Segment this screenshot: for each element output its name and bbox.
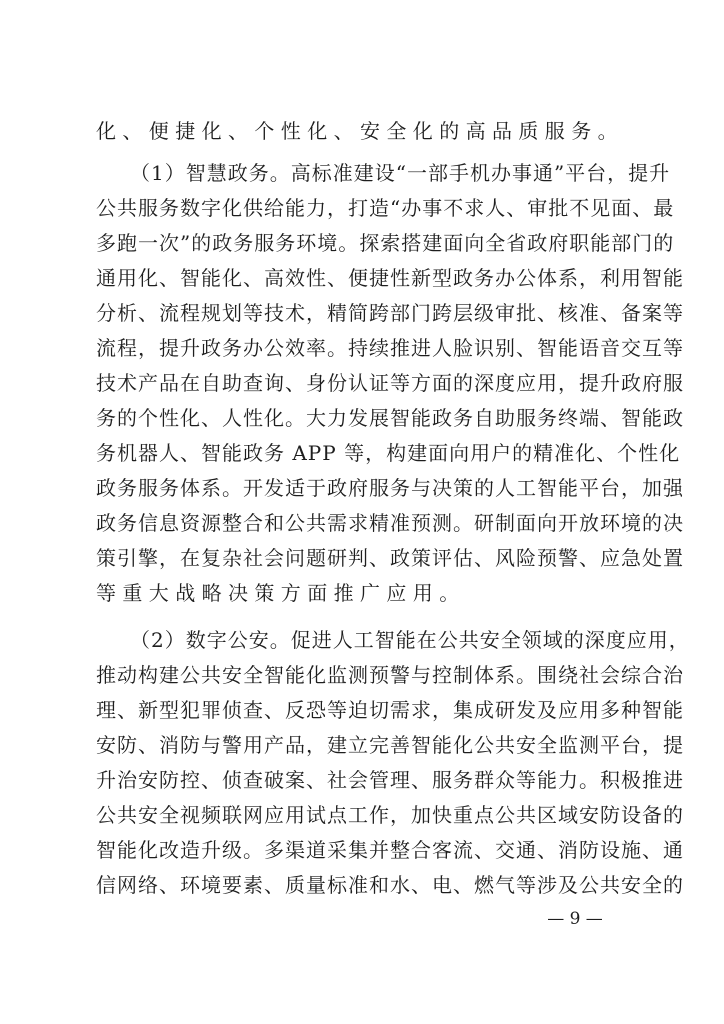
text-line: 多跑一次”的政务服务环境。探索搭建面向全省政府职能部门的 xyxy=(96,231,675,255)
text-line: 技术产品在自助查询、身份认证等方面的深度应用，提升政府服 xyxy=(96,371,684,395)
text-line: 分析、流程规划等技术，精简跨部门跨层级审批、核准、备案等 xyxy=(96,301,684,325)
text-line: 政务服务体系。开发适于政府服务与决策的人工智能平台，加强 xyxy=(96,476,684,500)
text-line: 务机器人、智能政务 APP 等，构建面向用户的精准化、个性化 xyxy=(96,441,681,465)
text-line: 通用化、智能化、高效性、便捷性新型政务办公体系，利用智能 xyxy=(96,266,684,290)
text-line: （1）智慧政务。高标准建设“一部手机办事通”平台，提升 xyxy=(130,161,671,185)
text-line: （2）数字公安。促进人工智能在公共安全领域的深度应用， xyxy=(130,628,690,652)
text-line: 理、新型犯罪侦查、反恐等迫切需求，集成研发及应用多种智能 xyxy=(96,698,684,722)
text-line: 务的个性化、人性化。大力发展智能政务自助服务终端、智能政 xyxy=(96,406,684,430)
text-line: 等重大战略决策方面推广应用。 xyxy=(96,581,466,605)
text-line: 智能化改造升级。多渠道采集并整合客流、交通、消防设施、通 xyxy=(96,838,684,862)
lead-line: 化、便捷化、个性化、安全化的高品质服务。 xyxy=(96,119,624,143)
text-line: 推动构建公共安全智能化监测预警与控制体系。围绕社会综合治 xyxy=(96,663,684,687)
page-number: — 9 — xyxy=(547,909,603,929)
text-line: 公共安全视频联网应用试点工作，加快重点公共区域安防设备的 xyxy=(96,803,684,827)
text-line: 升治安防控、侦查破案、社会管理、服务群众等能力。积极推进 xyxy=(96,768,684,792)
text-line: 策引擎，在复杂社会问题研判、政策评估、风险预警、应急处置 xyxy=(96,546,684,570)
text-line: 安防、消防与警用产品，建立完善智能化公共安全监测平台，提 xyxy=(96,733,684,757)
text-line: 流程，提升政务办公效率。持续推进人脸识别、智能语音交互等 xyxy=(96,336,684,360)
text-line: 公共服务数字化供给能力，打造“办事不求人、审批不见面、最 xyxy=(96,196,675,220)
text-line: 政务信息资源整合和公共需求精准预测。研制面向开放环境的决 xyxy=(96,511,684,535)
text-line: 信网络、环境要素、质量标准和水、电、燃气等涉及公共安全的 xyxy=(96,873,684,897)
